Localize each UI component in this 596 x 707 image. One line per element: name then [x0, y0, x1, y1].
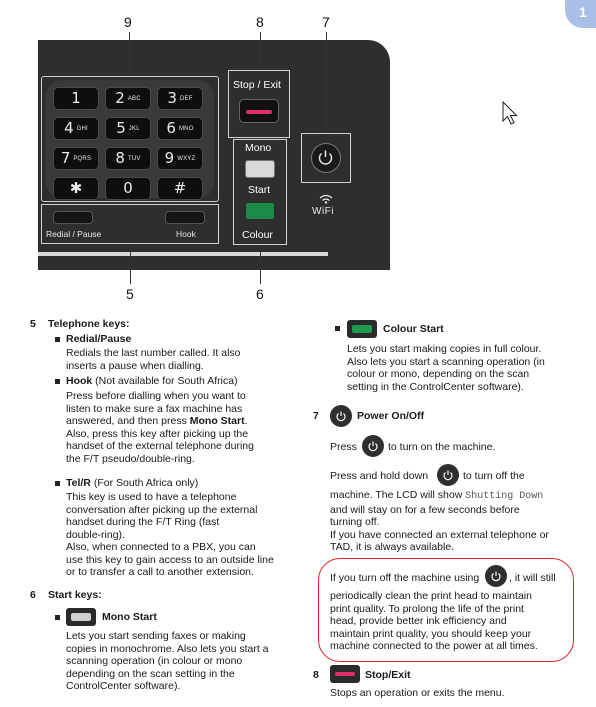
press-continuation: to turn on the machine.	[388, 441, 496, 453]
keypad-key[interactable]	[53, 117, 99, 140]
section-5-title: Telephone keys:	[48, 318, 130, 330]
key-letters: PQRS	[73, 155, 92, 162]
key-letters: WXYZ	[177, 155, 196, 162]
bullet-square	[55, 615, 60, 620]
key-digit: ✱	[69, 179, 83, 197]
colour-start-description: Lets you start making copies in full colour. Also lets you start a scanning operation (in colour or mono, depending on the scan setting in the ControlCenter software).	[347, 343, 545, 393]
hook-label: Hook	[176, 229, 196, 239]
section-6-number: 6	[30, 589, 36, 601]
page-number-badge: 1	[565, 0, 596, 28]
power-off-description: machine. The LCD will show Shutting Down and will stay on for a few seconds before turning off. If you have connected an external telephone or TAD, it is always available.	[330, 489, 549, 553]
key-digit: 7	[60, 149, 71, 167]
keypad-key[interactable]	[157, 117, 203, 140]
leader-line-5	[130, 244, 131, 284]
keypad-key[interactable]	[53, 87, 99, 110]
head-cleaning-note: periodically clean the print head to maintain print quality. To prolong the life of the print head, provide better ink efficiency and maintain print quality, you should keep your machine connected to the power at all times.	[330, 590, 538, 652]
lcd-message: Shutting Down	[465, 491, 544, 502]
wifi-icon	[318, 193, 334, 204]
power-key-icon	[485, 565, 507, 587]
key-digit: 1	[71, 89, 81, 107]
callout-7: 7	[322, 14, 330, 30]
leader-line-7	[326, 32, 327, 133]
keypad-key[interactable]	[105, 147, 151, 170]
section-6-title: Start keys:	[48, 589, 102, 601]
key-letters: DEF	[179, 95, 193, 102]
key-letters: TUV	[127, 155, 141, 162]
section-5-number: 5	[30, 318, 36, 330]
hook-heading: Hook (Not available for South Africa)	[66, 375, 238, 387]
power-icon	[441, 468, 455, 482]
mono-start-key-icon	[66, 608, 96, 626]
redial-pause-title: Redial/Pause	[66, 333, 132, 345]
section-8-title: Stop/Exit	[365, 669, 411, 681]
key-digit: 6	[166, 119, 176, 137]
hold-text: Press and hold down	[330, 470, 429, 482]
redial-pause-description: Redials the last number called. It also inserts a pause when dialling.	[66, 347, 241, 372]
key-digit: #	[173, 179, 187, 197]
mono-start-button[interactable]	[245, 160, 275, 178]
press-text: Press	[330, 441, 357, 453]
turn-off-continuation: , it will still	[509, 572, 556, 584]
callout-9: 9	[124, 14, 132, 30]
power-icon	[489, 569, 503, 583]
mouse-cursor-icon	[501, 101, 521, 127]
hook-button[interactable]	[165, 211, 205, 224]
key-digit: 0	[123, 179, 133, 197]
section-7-title: Power On/Off	[357, 410, 425, 422]
key-digit: 5	[116, 119, 126, 137]
stop-exit-description: Stops an operation or exits the menu.	[330, 687, 505, 699]
power-icon	[312, 144, 339, 171]
stop-exit-key-icon	[330, 665, 360, 683]
power-icon	[366, 439, 380, 453]
telr-heading: Tel/R (For South Africa only)	[66, 477, 199, 489]
power-icon	[334, 409, 348, 423]
mono-start-description: Lets you start sending faxes or making copies in monochrome. Also lets you start a scanning operation (in colour or mono depending on the scan setting in the ControlCenter software).	[66, 630, 269, 692]
section-8-number: 8	[313, 669, 319, 681]
hook-description: Press before dialling when you want to listen to make sure a fax machine has answered, and then press Mono Start. Also, press this key after picking up the handset of the external telephone during the F/T pseudo/double-ring.	[66, 390, 254, 465]
key-letters: JKL	[128, 125, 140, 132]
bullet-square	[55, 337, 60, 342]
redial-pause-label: Redial / Pause	[46, 229, 102, 239]
colour-start-title: Colour Start	[383, 323, 444, 335]
hold-continuation: to turn off the	[463, 470, 525, 482]
leader-line-9	[129, 32, 130, 76]
key-letters: GHI	[76, 125, 88, 132]
mono-label: Mono	[245, 142, 272, 154]
start-label: Start	[248, 184, 271, 196]
key-digit: 2	[115, 89, 125, 107]
stop-exit-button[interactable]	[239, 99, 279, 123]
telr-description: This key is used to have a telephone conversation after picking up the external handset during the F/T Ring (fast double-ring). Also, when connected to a PBX, you can use this key to gain access to an outside line or to transfer a call to another extension.	[66, 491, 274, 578]
keypad-key[interactable]	[105, 117, 151, 140]
keypad-key[interactable]	[157, 177, 203, 200]
panel-edge	[38, 252, 328, 256]
keypad-key[interactable]	[105, 87, 151, 110]
key-digit: 9	[164, 149, 175, 167]
power-key-icon	[330, 405, 352, 427]
redial-pause-button[interactable]	[53, 211, 93, 224]
keypad-key[interactable]	[105, 177, 151, 200]
bullet-square	[55, 379, 60, 384]
keypad-key[interactable]	[157, 87, 203, 110]
callout-5: 5	[126, 286, 134, 302]
section-7-number: 7	[313, 410, 319, 422]
stop-exit-label: Stop / Exit	[233, 79, 281, 91]
key-digit: 8	[115, 149, 125, 167]
bullet-square	[335, 326, 340, 331]
mono-start-title: Mono Start	[102, 611, 157, 623]
callout-6: 6	[256, 286, 264, 302]
bullet-square	[55, 481, 60, 486]
keypad-key[interactable]	[53, 177, 99, 200]
key-letters: MNO	[178, 125, 194, 132]
key-letters: ABC	[127, 95, 141, 102]
key-digit: 3	[167, 89, 177, 107]
keypad-key[interactable]	[157, 147, 203, 170]
colour-start-button[interactable]	[245, 202, 275, 220]
colour-start-key-icon	[347, 320, 377, 338]
leader-line-8	[260, 32, 261, 70]
leader-line-6	[260, 245, 261, 284]
power-key-icon	[362, 435, 384, 457]
colour-label: Colour	[242, 229, 273, 241]
wifi-label: WiFi	[312, 206, 334, 217]
power-button[interactable]	[311, 143, 341, 173]
power-key-icon	[437, 464, 459, 486]
turn-off-text: If you turn off the machine using	[330, 572, 480, 584]
key-digit: 4	[64, 119, 74, 137]
callout-8: 8	[256, 14, 264, 30]
keypad-key[interactable]	[53, 147, 99, 170]
